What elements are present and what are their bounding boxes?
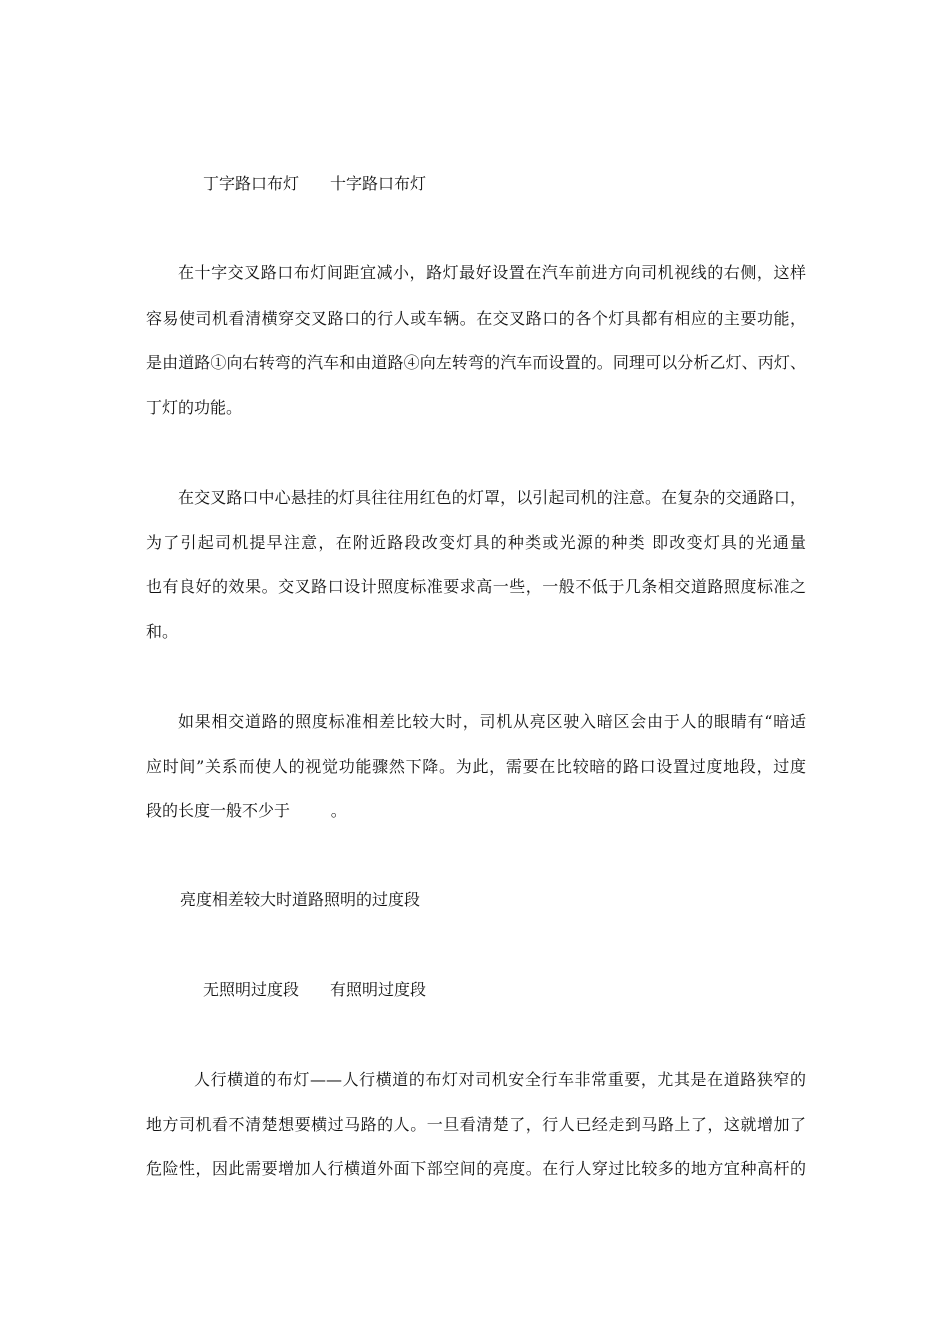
paragraph-line: 丁灯的功能。: [146, 398, 243, 417]
caption-transition-section: 亮度相差较大时道路照明的过度段: [180, 890, 421, 909]
caption-t-junction: 丁字路口布灯: [203, 174, 300, 193]
paragraph-line: 在交叉路口中心悬挂的灯具往往用红色的灯罩，以引起司机的注意。在复杂的交通路口，: [178, 488, 806, 507]
paragraph-line: 人行横道的布灯——人行横道的布灯对司机安全行车非常重要，尤其是在道路狭窄的: [194, 1070, 806, 1089]
paragraph-line: 如果相交道路的照度标准相差比较大时，司机从亮区驶入暗区会由于人的眼睛有“暗适: [178, 712, 806, 731]
caption-crossroads: 十字路口布灯: [330, 174, 427, 193]
paragraph-line: 应时间”关系而使人的视觉功能骤然下降。为此，需要在比较暗的路口设置过度地段，过度: [146, 757, 806, 776]
paragraph-line: 容易使司机看清横穿交叉路口的行人或车辆。在交叉路口的各个灯具都有相应的主要功能，: [146, 309, 806, 328]
paragraph-line: 是由道路①向右转弯的汽车和由道路④向左转弯的汽车而设置的。同理可以分析乙灯、丙灯、: [146, 353, 806, 372]
paragraph-line: 也有良好的效果。交叉路口设计照度标准要求高一些，一般不低于几条相交道路照度标准之: [146, 577, 806, 596]
paragraph-line: 段的长度一般不少于 。: [146, 801, 347, 820]
caption-no-lighting-transition: 无照明过度段: [203, 980, 300, 999]
paragraph-line: 在十字交叉路口布灯间距宜减小，路灯最好设置在汽车前进方向司机视线的右侧，这样: [178, 263, 806, 282]
caption-with-lighting-transition: 有照明过度段: [330, 980, 427, 999]
paragraph-line: 危险性，因此需要增加人行横道外面下部空间的亮度。在行人穿过比较多的地方宜种高杆的: [146, 1159, 806, 1178]
paragraph-line: 和。: [146, 622, 179, 641]
paragraph-line: 地方司机看不清楚想要横过马路的人。一旦看清楚了，行人已经走到马路上了，这就增加了: [146, 1115, 806, 1134]
paragraph-line: 为了引起司机提早注意，在附近路段改变灯具的种类或光源的种类 即改变灯具的光通量: [146, 533, 806, 552]
